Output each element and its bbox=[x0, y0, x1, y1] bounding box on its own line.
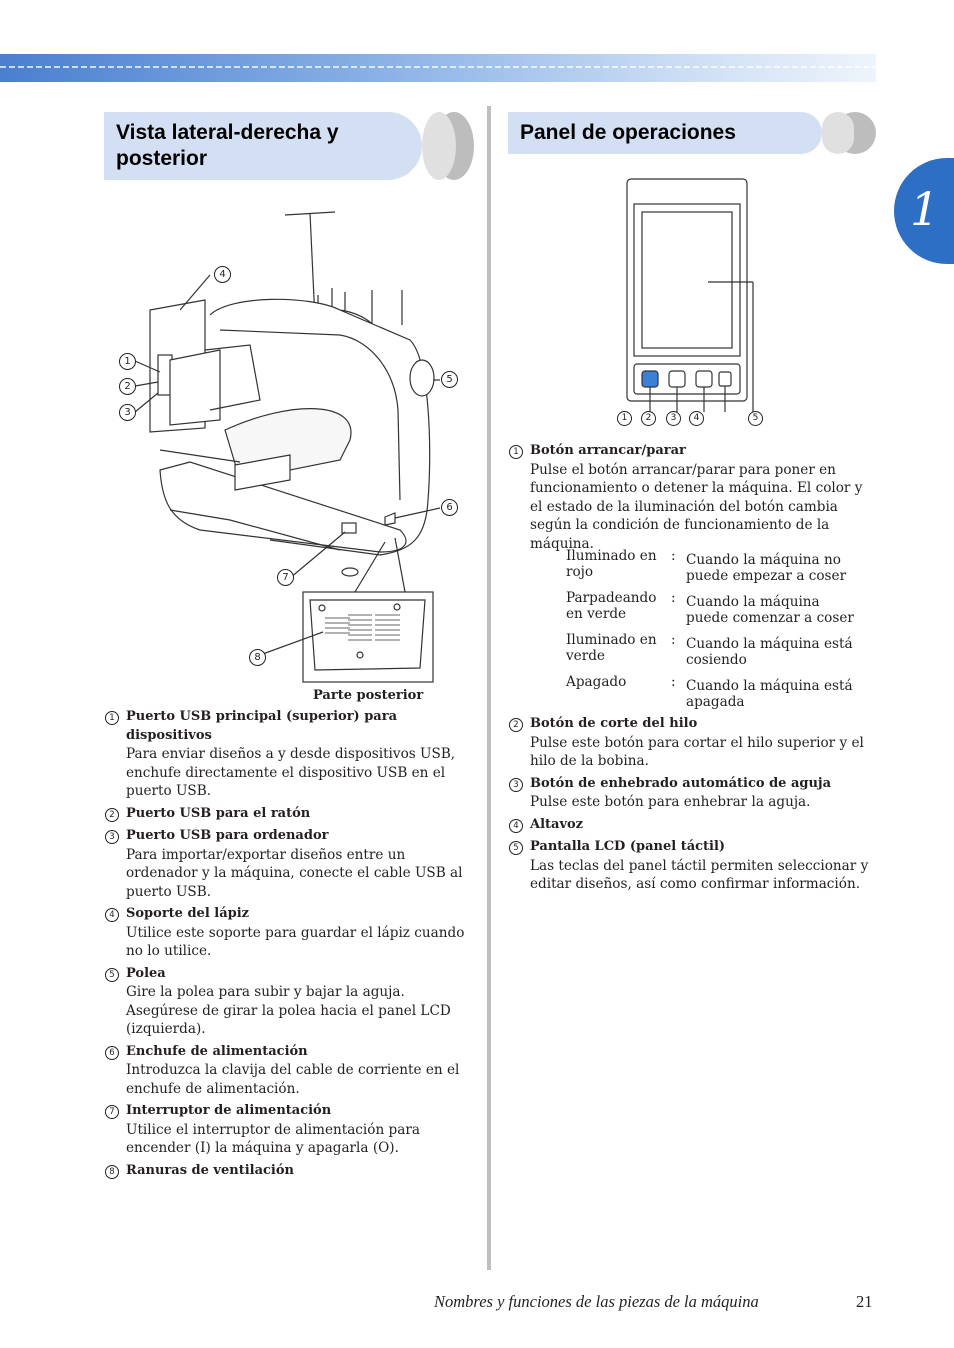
item-number: 4 bbox=[509, 819, 523, 833]
item-number: 5 bbox=[105, 968, 119, 982]
item-number: 8 bbox=[105, 1165, 119, 1179]
left-parts-list bbox=[105, 708, 473, 1184]
start-stop-button-shape bbox=[642, 371, 658, 387]
list-item bbox=[105, 1043, 473, 1099]
list-item bbox=[509, 816, 877, 835]
item-title: Botón arrancar/parar bbox=[530, 443, 686, 458]
footer-section-title: Nombres y funciones de las piezas de la máquina bbox=[434, 1292, 759, 1311]
item-number: 2 bbox=[105, 808, 119, 822]
item-title: Enchufe de alimentación bbox=[126, 1043, 308, 1059]
status-meaning: Cuando la máquina está cosiendo bbox=[686, 636, 853, 668]
panel-callout-2: 2 bbox=[641, 411, 656, 426]
machine-illustration bbox=[110, 200, 480, 690]
list-item bbox=[105, 965, 473, 1039]
callout-5: 5 bbox=[441, 371, 458, 388]
callout-8: 8 bbox=[249, 649, 266, 666]
callout-3: 3 bbox=[119, 404, 136, 421]
item-title: Ranuras de ventilación bbox=[126, 1162, 294, 1178]
item-number: 7 bbox=[105, 1105, 119, 1119]
item-desc: Pulse este botón para cortar el hilo superior y el hilo de la bobina. bbox=[530, 734, 864, 769]
item-number: 6 bbox=[105, 1046, 119, 1060]
list-item bbox=[105, 1162, 473, 1181]
right-parts-list-bottom bbox=[509, 715, 877, 898]
item-desc: Pulse el botón arrancar/parar para poner en funcionamiento o detener la máquina. El color y el estado de la iluminación del botón cambia según la condición de funcionamiento de la máquina. bbox=[530, 461, 863, 552]
section-title-line1: Vista lateral-derecha y bbox=[116, 121, 339, 144]
section-title: Panel de operaciones bbox=[520, 121, 736, 144]
list-item bbox=[509, 442, 877, 553]
right-parts-list-top bbox=[509, 442, 877, 557]
chapter-number: 1 bbox=[910, 182, 940, 236]
list-item bbox=[509, 715, 877, 771]
item-desc: Para importar/exportar diseños entre un ordenador y la máquina, conecte el cable USB al puerto USB. bbox=[126, 846, 463, 900]
item-number: 5 bbox=[509, 841, 523, 855]
section-heading-right bbox=[508, 112, 876, 156]
callout-4: 4 bbox=[214, 266, 231, 283]
status-state: Iluminado en verde bbox=[566, 632, 657, 664]
status-state: Iluminado en rojo bbox=[566, 548, 657, 580]
item-number: 1 bbox=[509, 445, 523, 459]
callout-6: 6 bbox=[441, 499, 458, 516]
item-number: 2 bbox=[509, 718, 523, 732]
item-title: Soporte del lápiz bbox=[126, 906, 250, 921]
figure-caption: Parte posterior bbox=[313, 688, 424, 703]
panel-callout-5: 5 bbox=[748, 411, 763, 426]
item-title: Puerto USB para ordenador bbox=[126, 828, 329, 843]
item-number: 4 bbox=[105, 908, 119, 922]
item-desc: Introduzca la clavija del cable de corriente en el enchufe de alimentación. bbox=[126, 1062, 460, 1097]
status-state: Parpadeando en verde bbox=[566, 590, 657, 622]
section-heading-left bbox=[104, 112, 474, 182]
item-desc: Utilice este soporte para guardar el lápiz cuando no lo utilice. bbox=[126, 924, 465, 959]
item-title: Botón de enhebrado automático de aguja bbox=[530, 775, 832, 791]
page-number: 21 bbox=[856, 1292, 873, 1311]
item-desc: Pulse este botón para enhebrar la aguja. bbox=[530, 794, 811, 810]
item-desc: Gire la polea para subir y bajar la aguja. Asegúrese de girar la polea hacia el panel LCD (izquierda). bbox=[126, 984, 451, 1037]
callout-1: 1 bbox=[119, 353, 136, 370]
list-item bbox=[105, 827, 473, 901]
item-desc: Para enviar diseños a y desde dispositivos USB, enchufe directamente el dispositivo USB en el puerto USB. bbox=[126, 746, 456, 799]
item-title: Puerto USB principal (superior) para dispositivos bbox=[126, 709, 398, 743]
item-desc: Las teclas del panel táctil permiten seleccionar y editar diseños, así como confirmar información. bbox=[530, 857, 869, 892]
list-item bbox=[105, 1102, 473, 1158]
column-divider bbox=[487, 106, 491, 1270]
item-title: Polea bbox=[126, 965, 166, 981]
item-title: Puerto USB para el ratón bbox=[126, 805, 311, 821]
item-number: 3 bbox=[509, 778, 523, 792]
panel-callout-4: 4 bbox=[689, 411, 704, 426]
header-band bbox=[0, 54, 876, 82]
panel-callout-1: 1 bbox=[617, 411, 632, 426]
list-item bbox=[509, 775, 877, 812]
callout-7: 7 bbox=[277, 569, 294, 586]
item-number: 3 bbox=[105, 830, 119, 844]
list-item bbox=[105, 708, 473, 801]
list-item bbox=[509, 838, 877, 894]
list-item bbox=[105, 805, 473, 824]
operation-panel-illustration bbox=[620, 176, 770, 432]
item-title: Pantalla LCD (panel táctil) bbox=[530, 839, 726, 854]
section-title-line2: posterior bbox=[116, 147, 208, 170]
status-state: Apagado bbox=[566, 674, 627, 690]
status-meaning: Cuando la máquina no puede empezar a coser bbox=[686, 552, 847, 584]
item-title: Altavoz bbox=[530, 816, 584, 832]
status-meaning: Cuando la máquina puede comenzar a coser bbox=[686, 594, 854, 626]
panel-callout-3: 3 bbox=[666, 411, 681, 426]
status-meaning: Cuando la máquina está apagada bbox=[686, 678, 853, 710]
item-desc: Utilice el interruptor de alimentación para encender (I) la máquina y apagarla (O). bbox=[126, 1121, 420, 1156]
item-number: 1 bbox=[105, 711, 119, 725]
item-title: Botón de corte del hilo bbox=[530, 716, 698, 731]
list-item bbox=[105, 905, 473, 961]
callout-2: 2 bbox=[119, 378, 136, 395]
item-title: Interruptor de alimentación bbox=[126, 1103, 332, 1118]
